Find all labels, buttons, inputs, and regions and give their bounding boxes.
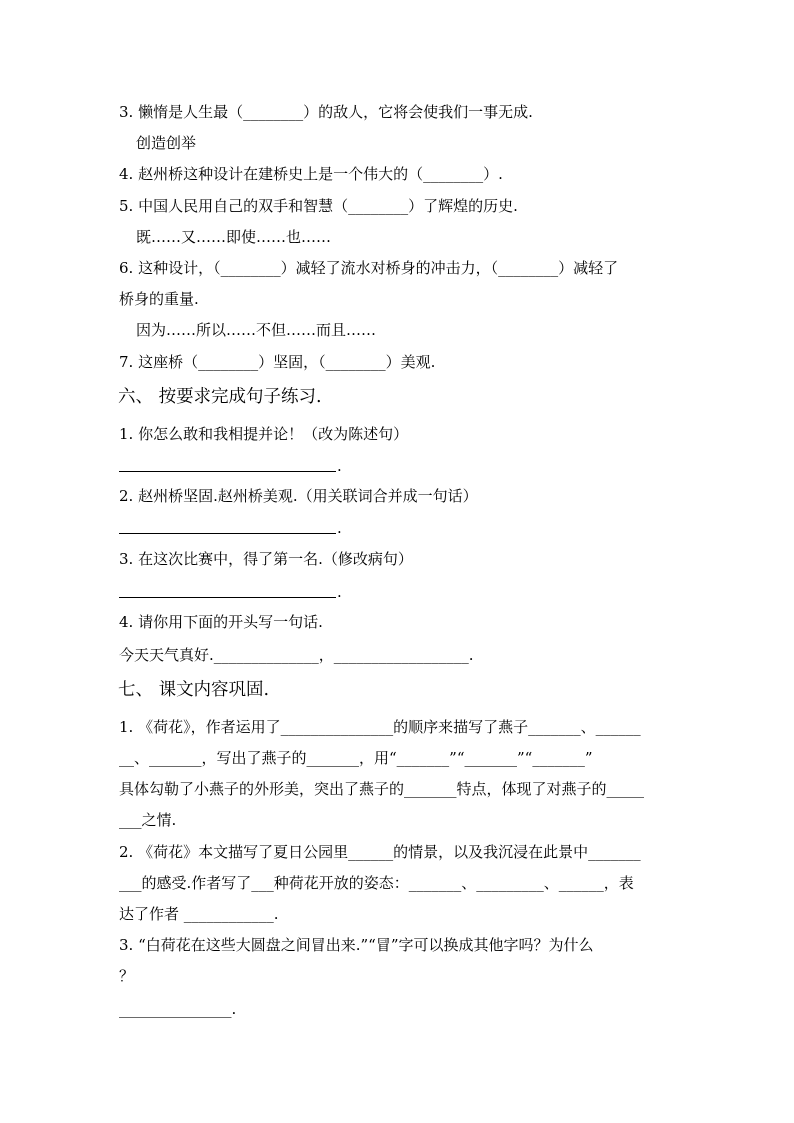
question-7-3-line1: 3. “白荷花在这些大圆盘之间冒出来.”“冒”字可以换成其他字吗？为什么 [119,936,594,954]
question-6-3: 3. 在这次比赛中，得了第一名.（修改病句） [119,550,413,568]
question-5-6-line1: 6. 这种设计，（________）减轻了流水对桥身的冲击力，（________）减轻了 [119,259,619,277]
question-7-2-line2: ___的感受.作者写了___种荷花开放的姿态：_______、_________、______，表 [119,874,634,892]
question-6-2: 2. 赵州桥坚固.赵州桥美观.（用关联词合并成一句话） [119,487,478,505]
question-5-4: 4. 赵州桥这种设计在建桥史上是一个伟大的（________）. [119,165,503,183]
answer-line-6-2[interactable] [119,532,336,534]
question-7-3-line2: ？ [119,967,135,985]
answer-period: . [337,519,342,537]
section-7-heading: 七、 课文内容巩固. [118,680,270,700]
word-bank-c: 因为……所以……不但……而且…… [136,321,377,339]
word-bank-b: 既……又……即使……也…… [136,228,332,246]
question-7-1-line2: __、_______，写出了燕子的_______，用“_______”“_______”“_______” [119,749,593,767]
question-6-4: 4. 请你用下面的开头写一句话. [119,613,323,631]
question-7-2-line3: 达了作者 ____________. [119,905,279,923]
question-7-1-line4: ___之情. [119,811,177,829]
answer-period: . [337,583,342,601]
question-6-4-answer[interactable]: 今天天气真好.______________，__________________. [119,646,474,664]
word-bank-a: 创造创举 [136,134,197,152]
section-6-heading: 六、 按要求完成句子练习. [118,387,322,407]
question-6-1: 1. 你怎么敢和我相提并论！（改为陈述句） [119,425,409,443]
question-7-3-answer[interactable]: _______________. [119,1000,237,1018]
question-5-3: 3. 懒惰是人生最（________）的敌人，它将会使我们一事无成. [119,103,533,121]
question-7-2-line1: 2. 《荷花》本文描写了夏日公园里______的情景，以及我沉浸在此景中_______ [119,843,641,861]
question-5-6-line2: 桥身的重量. [119,290,199,308]
answer-line-6-3[interactable] [119,596,336,598]
question-7-1-line3: 具体勾勒了小燕子的外形美，突出了燕子的_______特点，体现了对燕子的_____ [119,780,645,798]
question-5-7: 7. 这座桥（________）坚固，（________）美观. [119,353,436,371]
answer-period: . [337,457,342,475]
question-5-5: 5. 中国人民用自己的双手和智慧（________）了辉煌的历史. [119,197,518,215]
question-7-1-line1: 1. 《荷花》，作者运用了_______________的顺序来描写了燕子_______、______ [119,718,641,736]
answer-line-6-1[interactable] [119,470,336,472]
